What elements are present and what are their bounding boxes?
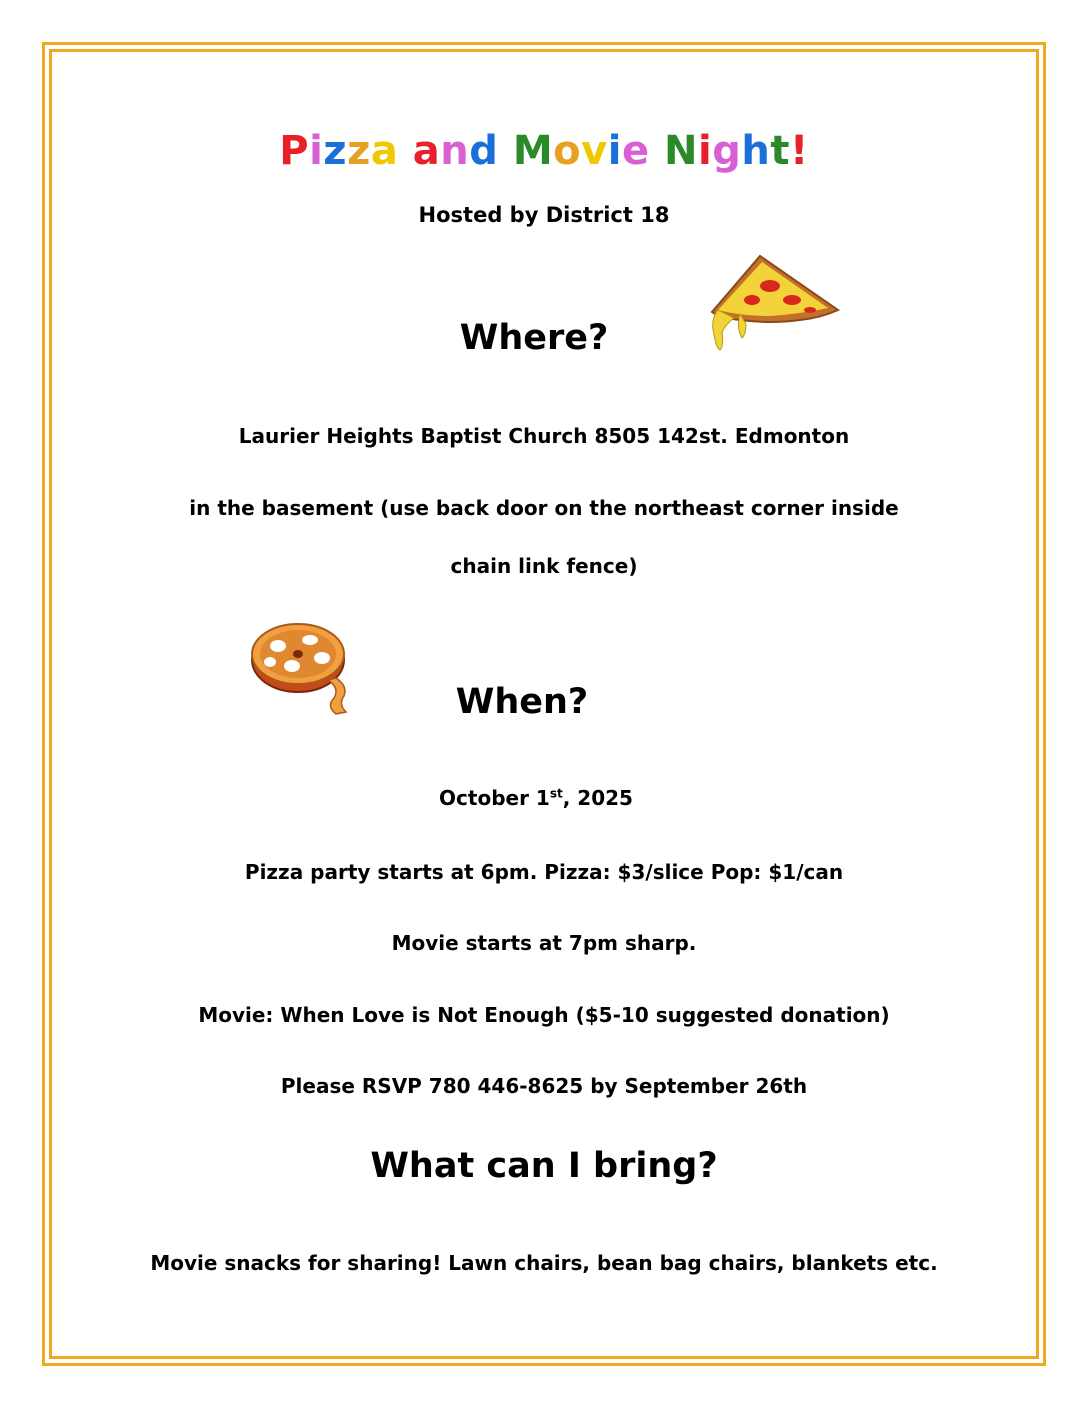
title-letter <box>498 128 512 174</box>
hosted-by: Hosted by District 18 <box>418 203 670 227</box>
movie-start-time: Movie starts at 7pm sharp. <box>391 931 697 955</box>
title-letter <box>650 128 664 174</box>
bring-items: Movie snacks for sharing! Lawn chairs, bean bag chairs, blankets etc. <box>150 1251 938 1275</box>
title-letter: N <box>664 128 699 174</box>
title-letter: g <box>712 128 742 174</box>
title-letter: z <box>347 128 371 174</box>
title-letter: d <box>469 128 499 174</box>
title-letter: i <box>309 128 324 174</box>
title-letter: a <box>370 128 399 174</box>
title-letter: ! <box>789 128 809 174</box>
title-letter: P <box>279 128 310 174</box>
title-letter: h <box>741 128 771 174</box>
when-heading: When? <box>455 682 589 722</box>
rsvp-info: Please RSVP 780 446-8625 by September 26th <box>280 1074 808 1098</box>
address: Laurier Heights Baptist Church 8505 142st. Edmonton <box>238 424 850 448</box>
title-letter: M <box>512 128 554 174</box>
where-heading: Where? <box>459 318 609 358</box>
title-letter: e <box>621 128 650 174</box>
date-suffix: , 2025 <box>562 786 633 810</box>
pizza-party-info: Pizza party starts at 6pm. Pizza: $3/slice Pop: $1/can <box>244 860 844 884</box>
title-letter: t <box>770 128 790 174</box>
date-prefix: October 1 <box>439 786 550 810</box>
title-letter: a <box>412 128 441 174</box>
flyer-title <box>0 128 1088 174</box>
title-letter: i <box>698 128 713 174</box>
title-letter: i <box>607 128 622 174</box>
pizza-slice-icon <box>700 248 845 358</box>
event-date <box>0 786 1080 810</box>
date-ordinal: st <box>549 786 563 801</box>
movie-title: Movie: When Love is Not Enough ($5-10 suggested donation) <box>198 1003 890 1027</box>
bring-heading: What can I bring? <box>370 1146 718 1186</box>
title-letter: z <box>323 128 348 174</box>
directions-line-2: chain link fence) <box>450 554 638 578</box>
title-letter: o <box>553 128 582 174</box>
title-letter: v <box>581 128 608 174</box>
directions-line-1: in the basement (use back door on the northeast corner inside <box>189 496 899 520</box>
title-letter: n <box>440 128 470 174</box>
title-letter <box>398 128 412 174</box>
